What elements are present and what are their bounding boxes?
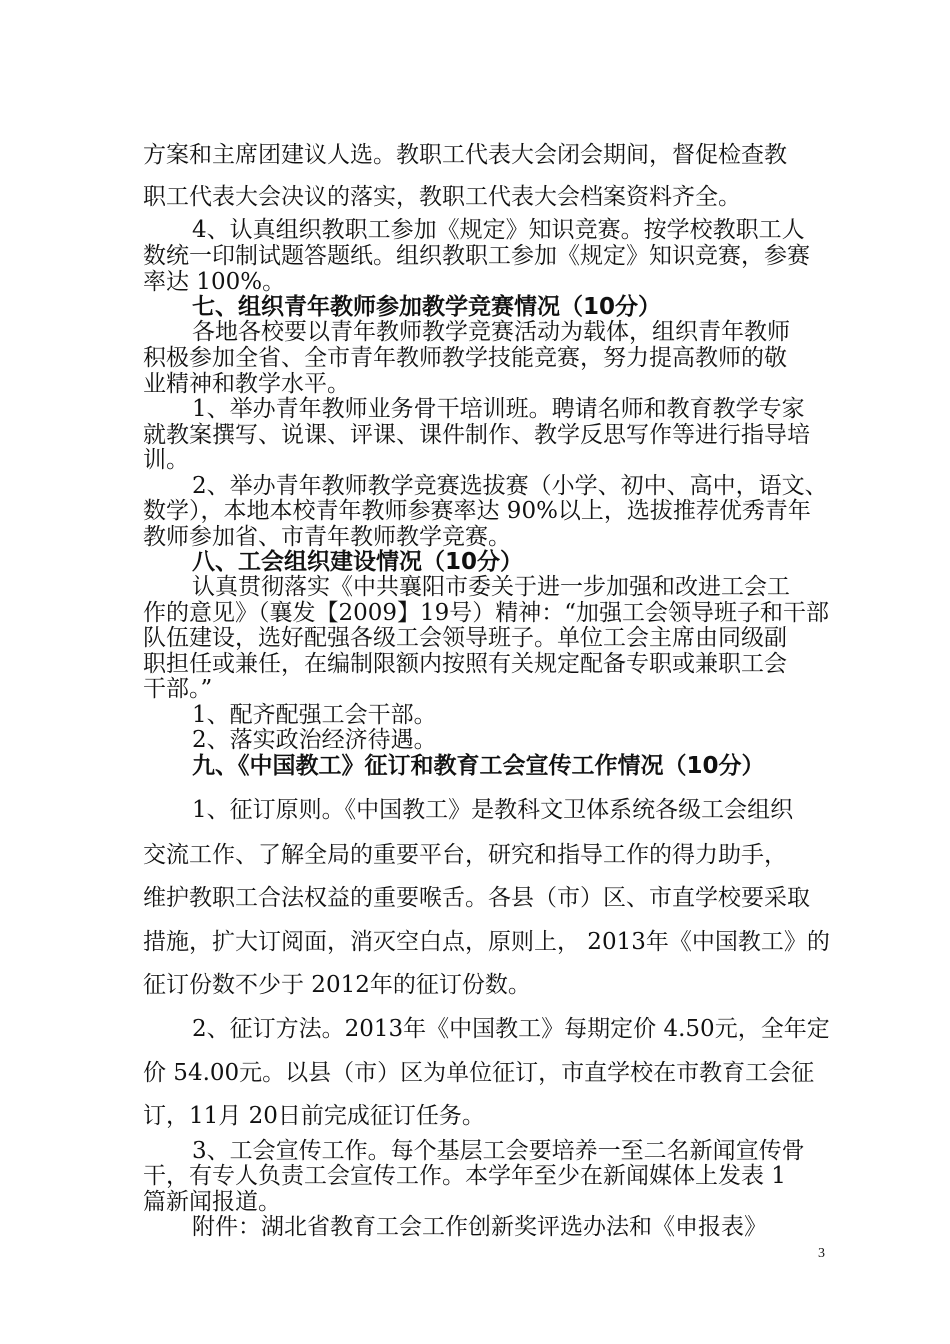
text-line: 方案和主席团建议人选。教职工代表大会闭会期间，督促检查教 [143,142,787,168]
text-line: 2、征订方法。2013年《中国教工》每期定价 4.50元，全年定 [192,1016,830,1042]
text-line: 交流工作、了解全局的重要平台，研究和指导工作的得力助手， [143,842,787,868]
text-line: 篇新闻报道。 [143,1189,281,1215]
text-line: 3、工会宣传工作。每个基层工会要培养一至二名新闻宣传骨 [192,1138,805,1164]
text-line: 各地各校要以青年教师教学竞赛活动为载体，组织青年教师 [192,319,790,345]
text-line: 作的意见》（襄发【2009】19号）精神：“加强工会领导班子和干部 [143,600,830,626]
text-line: 干部。” [143,676,213,702]
text-line: 订，11月 20日前完成征订任务。 [143,1103,485,1129]
text-line: 附件：湖北省教育工会工作创新奖评选办法和《申报表》 [192,1214,767,1240]
text-line: 队伍建设，选好配强各级工会领导班子。单位工会主席由同级副 [143,625,787,651]
text-line: 征订份数不少于 2012年的征订份数。 [143,972,531,998]
text-line: 2、举办青年教师教学竞赛选拔赛（小学、初中、高中，语文、 [192,473,828,499]
text-line: 就教案撰写、说课、评课、课件制作、教学反思写作等进行指导培 [143,422,810,448]
text-line: 职担任或兼任，在编制限额内按照有关规定配备专职或兼职工会 [143,651,787,677]
text-line: 维护教职工合法权益的重要喉舌。各县（市）区、市直学校要采取 [143,885,810,911]
text-line: 2、落实政治经济待遇。 [192,727,437,753]
text-line: 1、征订原则。《中国教工》是教科文卫体系统各级工会组织 [192,797,794,823]
text-line: 教师参加省、市青年教师教学竞赛。 [143,524,511,550]
text-line: 4、认真组织教职工参加《规定》知识竞赛。按学校教职工人 [192,217,805,243]
text-line: 1、配齐配强工会干部。 [192,702,437,728]
text-line: 训。 [143,447,189,473]
text-line: 1、举办青年教师业务骨干培训班。聘请名师和教育教学专家 [192,396,805,422]
text-line: 价 54.00元。以县（市）区为单位征订，市直学校在市教育工会征 [143,1060,815,1086]
text-line: 干，有专人负责工会宣传工作。本学年至少在新闻媒体上发表 1 [143,1163,786,1189]
section-heading: 七、组织青年教师参加教学竞赛情况（10分） [192,294,662,320]
section-heading: 九、《中国教工》征订和教育工会宣传工作情况（10分） [192,753,765,779]
text-line: 认真贯彻落实《中共襄阳市委关于进一步加强和改进工会工 [192,574,790,600]
text-line: 率达 100%。 [143,269,286,295]
text-line: 业精神和教学水平。 [143,371,350,397]
text-line: 职工代表大会决议的落实，教职工代表大会档案资料齐全。 [143,184,741,210]
text-line: 数学），本地本校青年教师参赛率达 90%以上，选拔推荐优秀青年 [143,498,811,524]
page-number: 3 [818,1246,825,1261]
text-line: 措施，扩大订阅面，消灭空白点，原则上， 2013年《中国教工》的 [143,929,830,955]
text-line: 积极参加全省、全市青年教师教学技能竞赛，努力提高教师的敬 [143,345,787,371]
text-line: 数统一印制试题答题纸。组织教职工参加《规定》知识竞赛，参赛 [143,243,810,269]
section-heading: 八、工会组织建设情况（10分） [192,549,524,575]
